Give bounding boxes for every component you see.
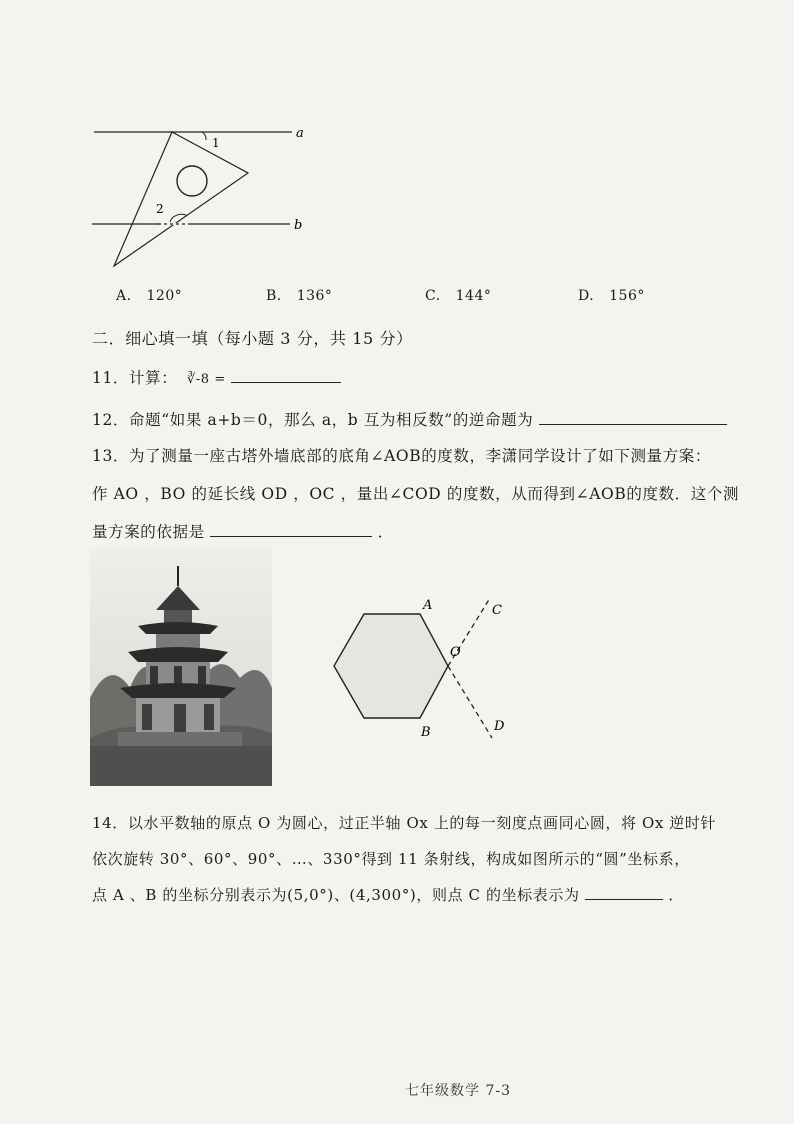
option-b-letter: B. xyxy=(266,288,282,304)
question-13-line-2: 作 AO ，BO 的延长线 OD ，OC ，量出∠COD 的度数，从而得到∠AOB的度数．这个测 xyxy=(92,485,740,503)
line-a-label: a xyxy=(296,126,304,141)
option-b-value: 136° xyxy=(296,288,333,304)
q11-answer-blank[interactable] xyxy=(231,382,341,383)
q12-answer-blank[interactable] xyxy=(539,424,727,425)
q14-line-3-end: ． xyxy=(668,886,684,904)
option-d-letter: D. xyxy=(578,288,595,304)
q13-line-3-text: 量方案的依据是 xyxy=(92,523,205,541)
angle-2-label: 2 xyxy=(156,202,164,216)
page-footer: 七年级数学 7-3 xyxy=(405,1083,511,1099)
q11-expr: ∛-8 = xyxy=(186,372,226,387)
option-b[interactable] xyxy=(266,288,332,304)
q14-line-3-text: 点 A 、B 的坐标分别表示为(5,0°)、(4,300°)，则点 C 的坐标表示为 xyxy=(92,886,580,904)
point-a-label: A xyxy=(423,598,433,613)
point-b-label: B xyxy=(421,725,431,740)
question-13-line-3 xyxy=(92,520,394,542)
option-d[interactable] xyxy=(578,288,645,304)
point-d-label: D xyxy=(494,719,505,734)
option-a-letter: A. xyxy=(116,288,132,304)
angle-1-label: 1 xyxy=(212,136,220,150)
q11-prefix: 11．计算： xyxy=(92,369,178,387)
section-title: 二．细心填一填（每小题 3 分，共 15 分） xyxy=(92,329,413,348)
option-c-letter: C. xyxy=(425,288,441,304)
question-14-line-1: 14．以水平数轴的原点 O 为圆心，过正半轴 Ox 上的每一刻度点画同心圆，将 Ox 逆时针 xyxy=(92,814,717,832)
line-b-label: b xyxy=(294,218,303,233)
q13-line-3-end: ． xyxy=(377,523,394,541)
hexagon-angle-figure xyxy=(320,590,530,750)
option-a-value: 120° xyxy=(146,288,183,304)
question-14-line-2: 依次旋转 30°、60°、90°、…、330°得到 11 条射线，构成如图所示的“圆”坐标系， xyxy=(92,850,690,868)
question-14-line-3 xyxy=(92,884,684,905)
option-a[interactable] xyxy=(116,288,182,304)
question-12 xyxy=(92,408,727,430)
option-c-value: 144° xyxy=(455,288,492,304)
q12-text: 12．命题“如果 a+b＝0，那么 a，b 互为相反数”的逆命题为 xyxy=(92,411,534,429)
parallel-lines-triangle-figure xyxy=(80,118,330,278)
point-c-label: C xyxy=(492,603,502,618)
option-c[interactable] xyxy=(425,288,491,304)
point-o-label: O xyxy=(450,645,461,660)
ancient-tower-photo xyxy=(90,548,272,786)
question-11 xyxy=(92,366,341,388)
q13-answer-blank[interactable] xyxy=(210,536,372,537)
q14-answer-blank[interactable] xyxy=(585,899,663,900)
question-13-line-1: 13．为了测量一座古塔外墙底部的底角∠AOB的度数，李潇同学设计了如下测量方案： xyxy=(92,447,712,465)
option-d-value: 156° xyxy=(609,288,645,304)
